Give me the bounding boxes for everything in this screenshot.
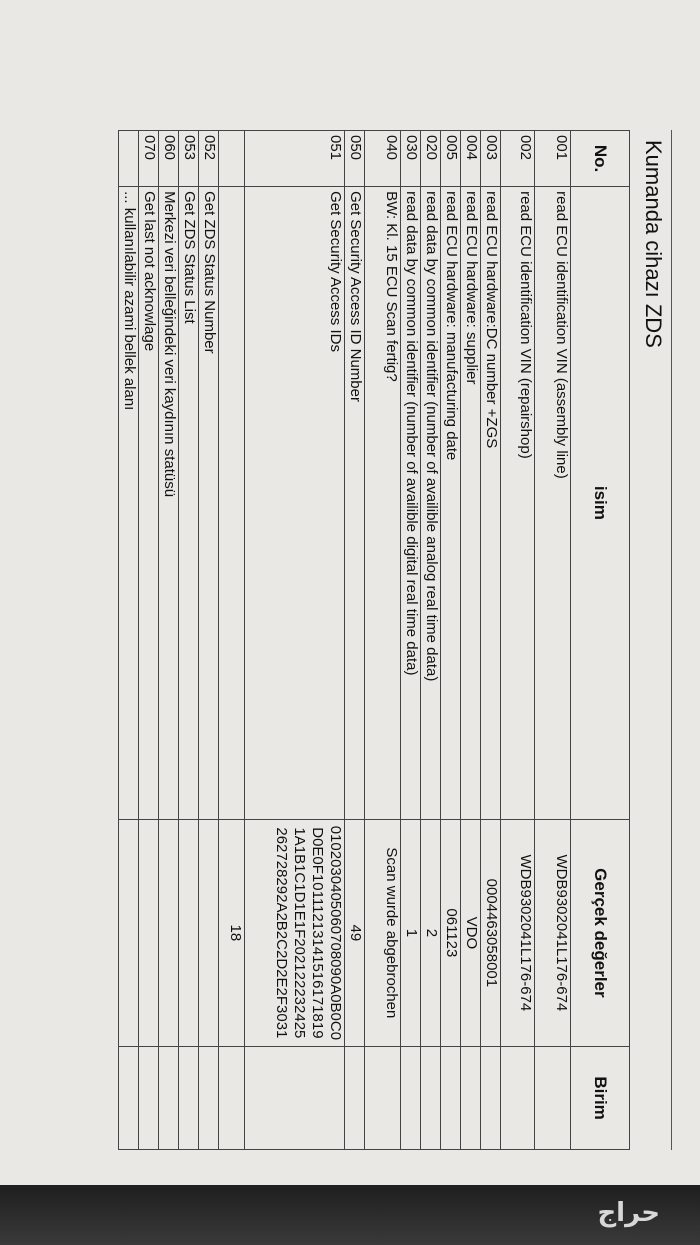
- row-name: read ECU hardware:DC number +ZGS: [481, 187, 501, 820]
- row-unit: [441, 1047, 461, 1150]
- row-value: [119, 819, 139, 1046]
- row-unit: [245, 1047, 345, 1150]
- row-value: WDB9302041L176-674: [535, 819, 571, 1046]
- row-no: 001: [535, 131, 571, 187]
- row-value: 1: [401, 819, 421, 1046]
- row-no: 040: [365, 131, 401, 187]
- row-name: read ECU hardware: manufacturing date: [441, 187, 461, 820]
- row-no: 030: [401, 131, 421, 187]
- row-unit: [501, 1047, 535, 1150]
- header-row: [571, 131, 630, 1150]
- table-row: [461, 131, 481, 1150]
- header-unit: Birim: [571, 1047, 630, 1150]
- row-name: Get Security Access ID Number: [345, 187, 365, 820]
- row-value: 0102030405060708090A0B0C0D0E0F101112131415161718191A1B1C1D1E1F202122232425262728292A2B2C2D2E2F3031: [245, 819, 345, 1046]
- row-value: 18: [219, 819, 245, 1046]
- row-unit: [199, 1047, 219, 1150]
- header-no: No.: [571, 131, 630, 187]
- row-no: 070: [139, 131, 159, 187]
- table-row: [159, 131, 179, 1150]
- table-row: [139, 131, 159, 1150]
- row-no: 020: [421, 131, 441, 187]
- values-table: [118, 130, 630, 1150]
- title-rule: [671, 130, 672, 1150]
- table-row: [199, 131, 219, 1150]
- row-value: VDO: [461, 819, 481, 1046]
- table-row: [481, 131, 501, 1150]
- row-name: ... kullanılabilir azami bellek alanı: [119, 187, 139, 820]
- row-name: Get ZDS Status List: [179, 187, 199, 820]
- row-no: 060: [159, 131, 179, 187]
- row-unit: [179, 1047, 199, 1150]
- row-value: [179, 819, 199, 1046]
- table-row: [345, 131, 365, 1150]
- row-value: 2: [421, 819, 441, 1046]
- table-row: [535, 131, 571, 1150]
- header-value: Gerçek değerler: [571, 819, 630, 1046]
- row-name: Get ZDS Status Number: [199, 187, 219, 820]
- row-name: read data by common identifier (number of availible analog real time data): [421, 187, 441, 820]
- table-row: [219, 131, 245, 1150]
- row-name: Get Security Access IDs: [245, 187, 345, 820]
- row-no: [219, 131, 245, 187]
- row-no: 002: [501, 131, 535, 187]
- table-row: [365, 131, 401, 1150]
- row-value: WDB9302041L176-674: [501, 819, 535, 1046]
- row-no: 004: [461, 131, 481, 187]
- row-no: 050: [345, 131, 365, 187]
- row-name: read data by common identifier (number of availible digital real time data): [401, 187, 421, 820]
- row-value: 49: [345, 819, 365, 1046]
- row-unit: [365, 1047, 401, 1150]
- row-value: 0004463058001: [481, 819, 501, 1046]
- table-row: [401, 131, 421, 1150]
- table-row: [179, 131, 199, 1150]
- watermark-logo: حراج: [597, 1198, 660, 1228]
- row-no: 052: [199, 131, 219, 187]
- table-row: [501, 131, 535, 1150]
- table-row: [119, 131, 139, 1150]
- row-value: Scan wurde abgebrochen: [365, 819, 401, 1046]
- row-name: BW: Kl. 15 ECU Scan fertig?: [365, 187, 401, 820]
- row-unit: [139, 1047, 159, 1150]
- row-no: [119, 131, 139, 187]
- row-unit: [119, 1047, 139, 1150]
- table-row: [441, 131, 461, 1150]
- row-value: [159, 819, 179, 1046]
- table-row: [245, 131, 345, 1150]
- row-name: read ECU hardware: supplier: [461, 187, 481, 820]
- row-name: read ECU identification VIN (repairshop): [501, 187, 535, 820]
- row-name: read ECU identification VIN (assembly line): [535, 187, 571, 820]
- header-name: isim: [571, 187, 630, 820]
- row-value: 061123: [441, 819, 461, 1046]
- background-strip: [0, 1185, 700, 1245]
- row-name: Merkezi veri belleğindeki veri kaydının statüsü: [159, 187, 179, 820]
- row-unit: [345, 1047, 365, 1150]
- row-unit: [159, 1047, 179, 1150]
- row-unit: [219, 1047, 245, 1150]
- row-name: [219, 187, 245, 820]
- row-unit: [401, 1047, 421, 1150]
- row-unit: [535, 1047, 571, 1150]
- row-no: 051: [245, 131, 345, 187]
- row-value: [139, 819, 159, 1046]
- row-no: 005: [441, 131, 461, 187]
- row-unit: [421, 1047, 441, 1150]
- table-row: [421, 131, 441, 1150]
- row-unit: [461, 1047, 481, 1150]
- document-title: Kumanda cihazı ZDS: [641, 140, 666, 348]
- row-value: [199, 819, 219, 1046]
- row-no: 003: [481, 131, 501, 187]
- row-unit: [481, 1047, 501, 1150]
- row-no: 053: [179, 131, 199, 187]
- row-name: Get last not acknowlage: [139, 187, 159, 820]
